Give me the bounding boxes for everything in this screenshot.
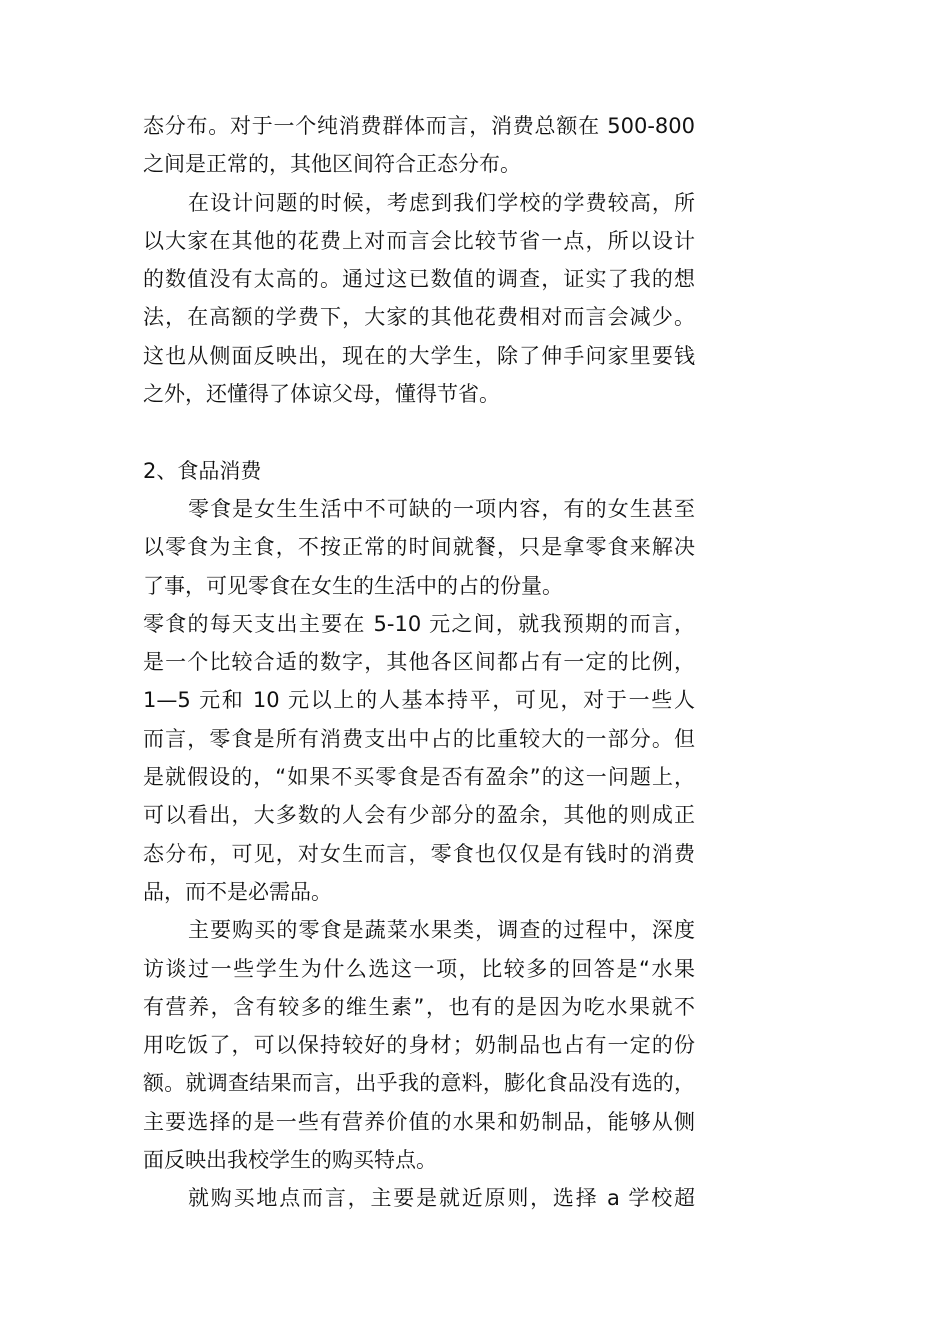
- text-line: 这也从侧面反映出，现在的大学生，除了伸手问家里要钱: [143, 343, 695, 368]
- text-line: 是一个比较合适的数字，其他各区间都占有一定的比例，: [143, 650, 695, 675]
- text-line: 法，在高额的学费下，大家的其他花费相对而言会减少。: [143, 305, 695, 330]
- document-body: [143, 107, 695, 1218]
- text-line: 品，而不是必需品。: [143, 879, 332, 904]
- text-line: 主要购买的零食是蔬菜水果类，调查的过程中，深度: [188, 918, 695, 943]
- text-line: 是就假设的，“如果不买零食是否有盈余”的这一问题上，: [143, 765, 695, 790]
- text-line: 在设计问题的时候，考虑到我们学校的学费较高，所: [188, 190, 695, 215]
- text-line: 主要选择的是一些有营养价值的水果和奶制品，能够从侧: [143, 1109, 695, 1134]
- text-line: 面反映出我校学生的购买特点。: [143, 1148, 437, 1173]
- text-line: 额。就调查结果而言，出乎我的意料，膨化食品没有选的，: [143, 1071, 695, 1096]
- text-line: 零食的每天支出主要在 5-10 元之间，就我预期的而言，: [143, 611, 695, 636]
- section-heading: 2、食品消费: [143, 458, 262, 483]
- text-line: 以大家在其他的花费上对而言会比较节省一点，所以设计: [143, 228, 695, 253]
- text-line: 有营养，含有较多的维生素”，也有的是因为吃水果就不: [143, 994, 695, 1019]
- text-line: 用吃饭了，可以保持较好的身材；奶制品也占有一定的份: [143, 1033, 695, 1058]
- text-line: 访谈过一些学生为什么选这一项，比较多的回答是“水果: [143, 956, 695, 981]
- text-line: 1—5 元和 10 元以上的人基本持平，可见，对于一些人: [143, 688, 695, 713]
- text-line: 以零食为主食，不按正常的时间就餐，只是拿零食来解决: [143, 535, 695, 560]
- blank-line: [143, 413, 695, 451]
- text-line: 之间是正常的，其他区间符合正态分布。: [143, 152, 521, 177]
- text-line: 态分布，可见，对女生而言，零食也仅仅是有钱时的消费: [143, 841, 695, 866]
- text-line: 了事，可见零食在女生的生活中的占的份量。: [143, 573, 563, 598]
- text-line: 就购买地点而言，主要是就近原则，选择 a 学校超: [188, 1186, 695, 1211]
- text-line: 而言，零食是所有消费支出中占的比重较大的一部分。但: [143, 726, 695, 751]
- text-line: 零食是女生生活中不可缺的一项内容，有的女生甚至: [188, 496, 695, 521]
- text-line: 态分布。对于一个纯消费群体而言，消费总额在 500-800: [143, 114, 695, 138]
- text-line: 的数值没有太高的。通过这已数值的调查，证实了我的想: [143, 267, 695, 292]
- text-line: 可以看出，大多数的人会有少部分的盈余，其他的则成正: [143, 803, 695, 828]
- text-line: 之外，还懂得了体谅父母，懂得节省。: [143, 382, 500, 407]
